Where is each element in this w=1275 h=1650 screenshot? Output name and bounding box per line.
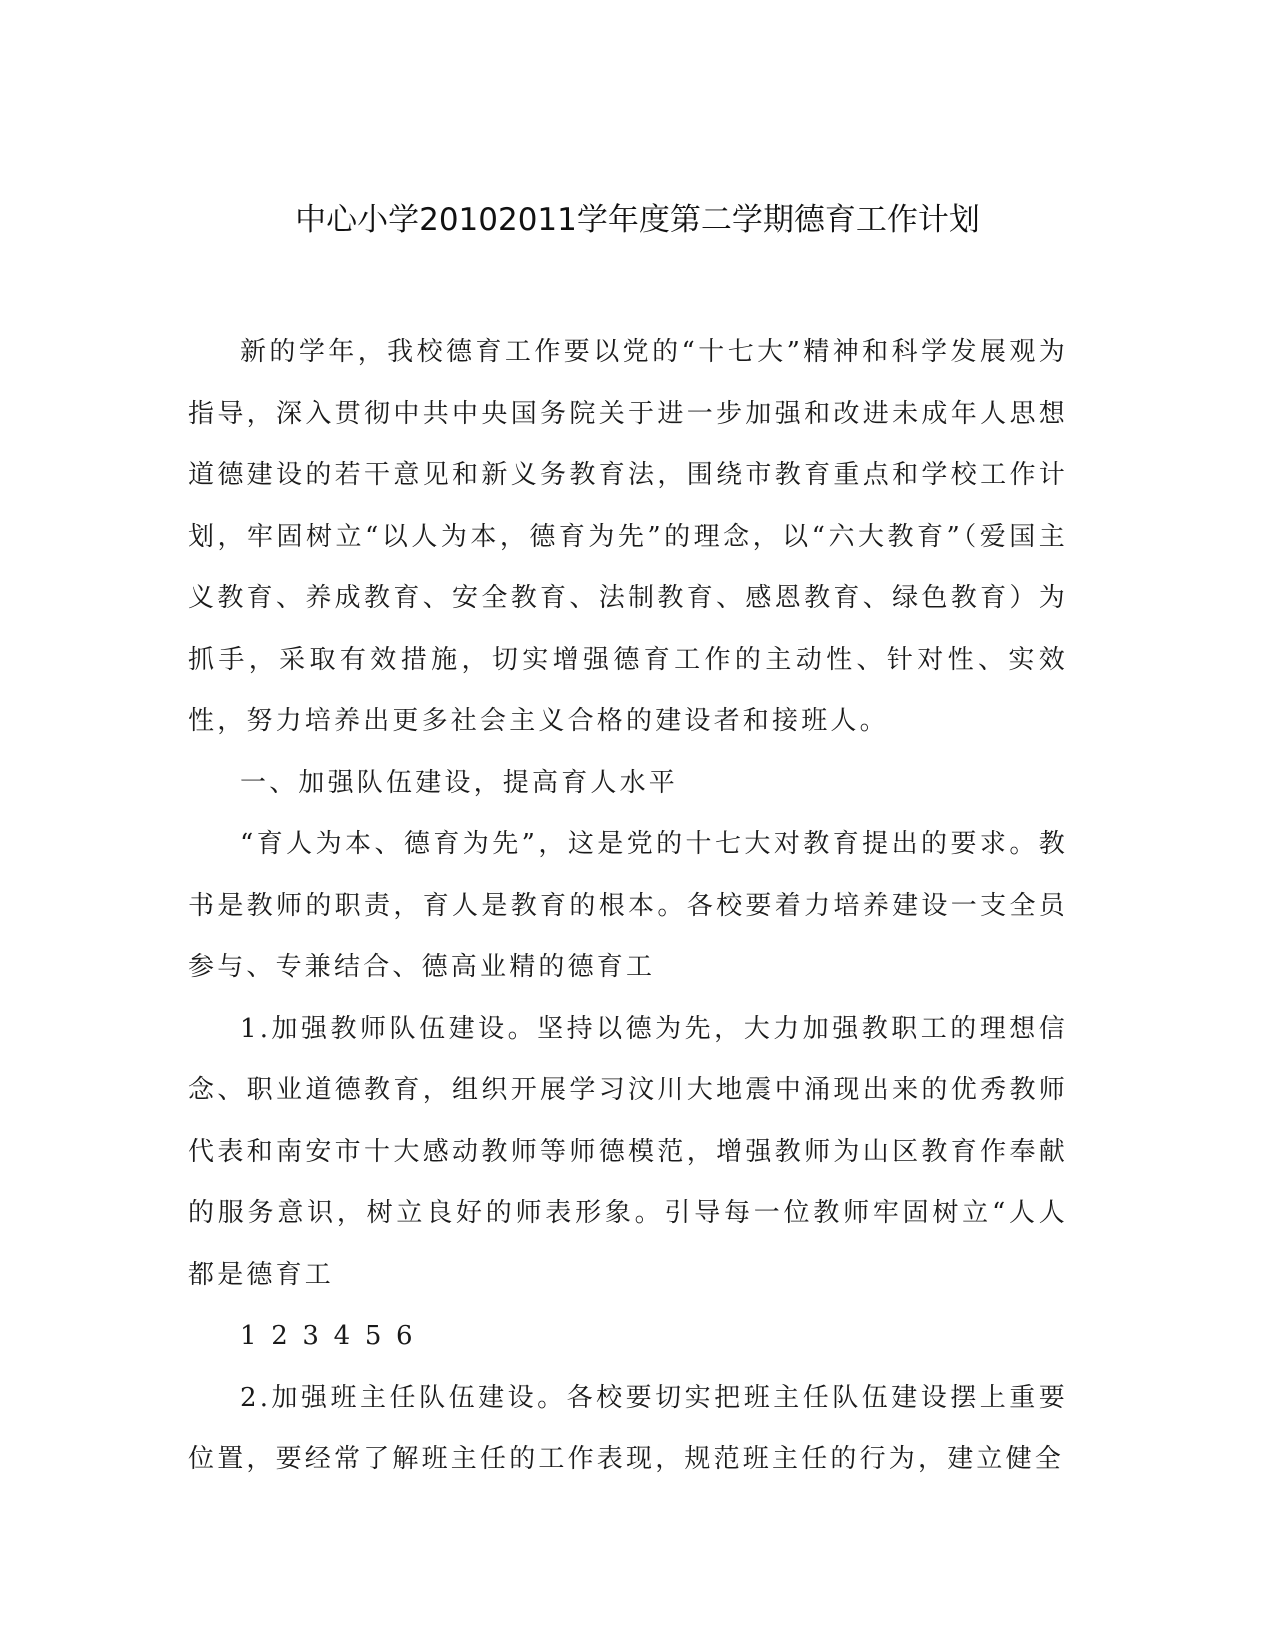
item-1-paragraph: 1.加强教师队伍建设。坚持以德为先，大力加强教职工的理想信念、职业道德教育，组织开展学习汶川大地震中涌现出来的优秀教师代表和南安市十大感动教师等师德模范，增强教师为山区教育作奉献的服务意识，树立良好的师表形象。引导每一位教师牢固树立“人人都是德育工 [188,1013,1068,1290]
section-intro-paragraph: “育人为本、德育为先”，这是党的十七大对教育提出的要求。教书是教师的职责，育人是教育的根本。各校要着力培养建设一支全员参与、专兼结合、德高业精的德育工 [188,829,1068,982]
item-2-paragraph: 2.加强班主任队伍建设。各校要切实把班主任队伍建设摆上重要位置，要经常了解班主任的工作表现，规范班主任的行为，建立健全 [188,1382,1068,1474]
document-body [188,322,1068,1491]
number-sequence: 1 2 3 4 5 6 [240,1321,416,1351]
intro-paragraph: 新的学年，我校德育工作要以党的“十七大”精神和科学发展观为指导，深入贯彻中共中央国务院关于进一步加强和改进未成年人思想道德建设的若干意见和新义务教育法，围绕市教育重点和学校工作计划，牢固树立“以人为本，德育为先”的理念，以“六大教育”（爱国主义教育、养成教育、安全教育、法制教育、感恩教育、绿色教育）为抓手，采取有效措施，切实增强德育工作的主动性、针对性、实效性，努力培养出更多社会主义合格的建设者和接班人。 [188,337,1068,736]
document-title: 中心小学20102011学年度第二学期德育工作计划 [295,202,980,238]
section-heading: 一、加强队伍建设，提高育人水平 [240,767,679,798]
